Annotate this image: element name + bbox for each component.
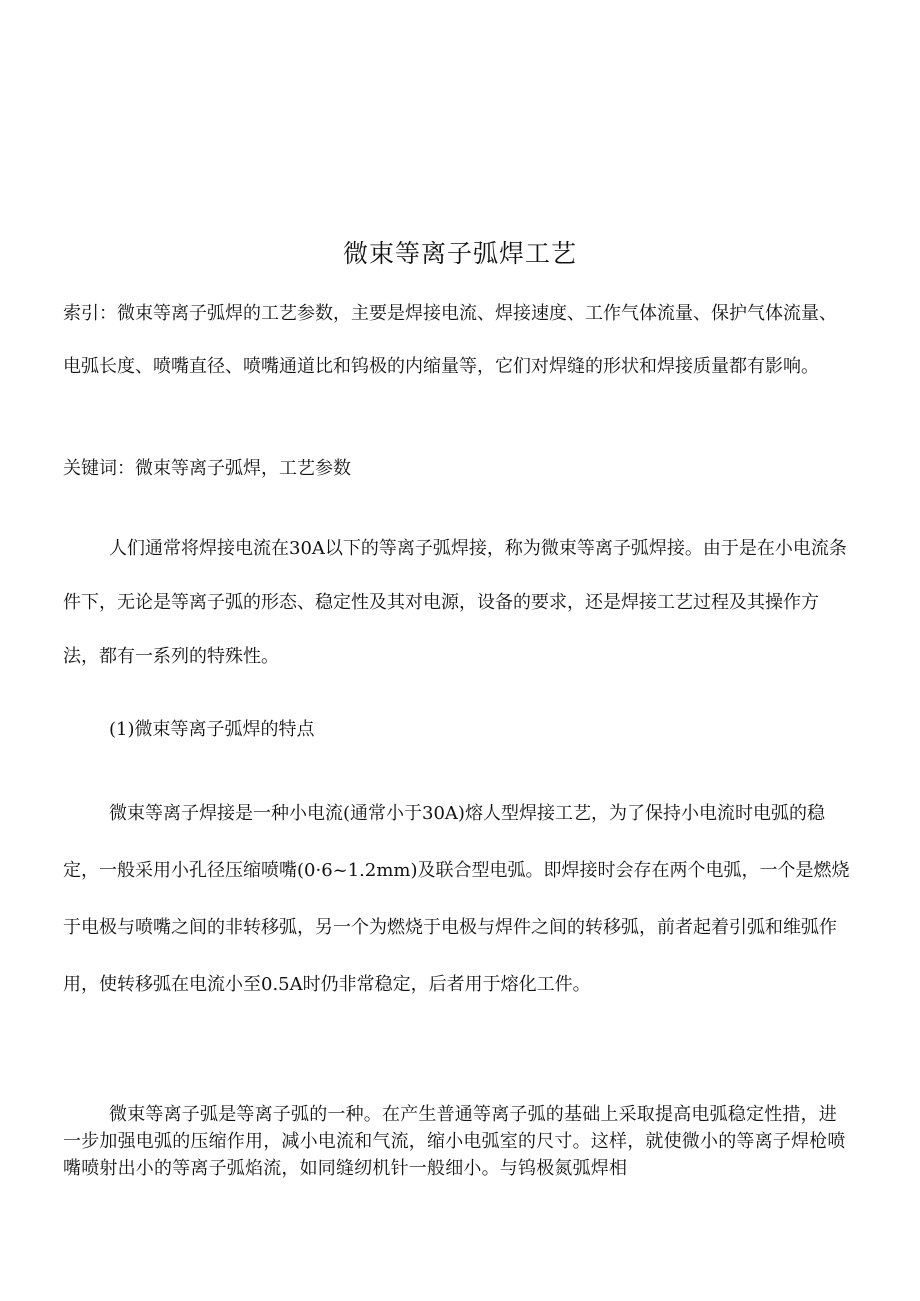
body-paragraph-2: 微束等离子焊接是一种小电流(通常小于30A)熔人型焊接工艺，为了保持小电流时电弧的稳定，一般采用小孔径压缩喷嘴(0·6~1.2mm)及联合型电弧。即焊接时会存在两个电弧，一个是燃烧于电极与喷嘴之间的非转移弧，另一个为燃烧于电极与焊件之间的转移弧，前者起着引弧和维弧作用，使转移弧在电流小至0.5A时仍非常稳定，后者用于熔化工件。 — [63, 803, 850, 995]
body-paragraph-3: 微束等离子弧是等离子弧的一种。在产生普通等离子弧的基础上采取提高电弧稳定性措，进一步加强电弧的压缩作用，减小电流和气流，缩小电弧室的尺寸。这样，就使微小的等离子焊枪喷嘴喷射出小的等离子弧焰流，如同缝纫机针一般细小。与钨极氮弧焊相 — [63, 1104, 846, 1179]
summary-paragraph: 索引：微束等离子弧焊的工艺参数，主要是焊接电流、焊接速度、工作气体流量、保护气体流量、电弧长度、喷嘴直径、喷嘴通道比和钨极的内缩量等，它们对焊缝的形状和焊接质量都有影响。 — [63, 303, 837, 377]
section-heading: (1)微束等离子弧焊的特点 — [109, 719, 315, 740]
keywords-line: 关键词：微束等离子弧焊，工艺参数 — [63, 458, 351, 479]
body-paragraph-1: 人们通常将焊接电流在30A以下的等离子弧焊接，称为微束等离子弧焊接。由于是在小电流条件下，无论是等离子弧的形态、稳定性及其对电源，设备的要求，还是焊接工艺过程及其操作方法，都有一系列的特殊性。 — [63, 538, 847, 667]
document-title: 微束等离子弧焊工艺 — [342, 239, 577, 268]
